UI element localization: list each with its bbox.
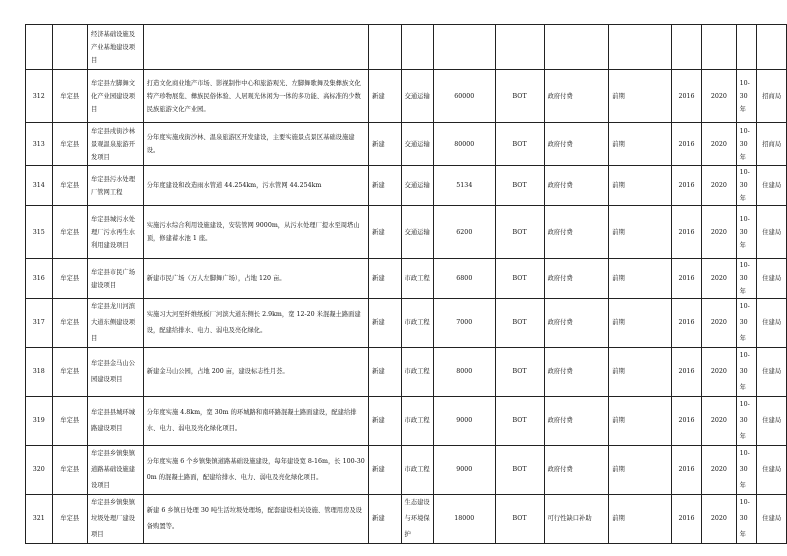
project-content-cell: 新建 6 乡镇日处理 30 吨生活垃圾处理场，配套建设相关设施、管理用房及设备购置等。 — [143, 495, 368, 544]
cooperation-period-cell: 10-30年 — [736, 397, 757, 446]
payment-mechanism-cell: 政府付费 — [544, 123, 609, 166]
project-name-cell: 牟定县金马山公园建设项目 — [87, 348, 143, 397]
county-cell: 牟定县 — [52, 259, 87, 299]
responsible-dept-cell: 招商局 — [757, 123, 787, 166]
responsible-dept-cell: 住建局 — [757, 206, 787, 259]
investment-cell: 60000 — [434, 70, 496, 123]
investment-cell: 5134 — [434, 166, 496, 206]
responsible-dept-cell: 招商局 — [757, 70, 787, 123]
table-row — [26, 206, 787, 259]
project-name-cell: 牟定县左脚舞文化产业园建设项目 — [87, 70, 143, 123]
project-number-cell: 317 — [26, 299, 53, 348]
end-year-cell: 2020 — [702, 166, 736, 206]
project-content-cell: 分年度实施戌街沙林、温泉旅游区开发建设，主要实施景点景区基础设施建设。 — [143, 123, 368, 166]
investment-cell: 7000 — [434, 299, 496, 348]
start-year-cell: 2016 — [671, 259, 701, 299]
cooperation-period-cell: 10-30年 — [736, 70, 757, 123]
county-cell: 牟定县 — [52, 495, 87, 544]
operation-mode-cell: BOT — [495, 397, 544, 446]
construction-type-cell: 新建 — [369, 259, 401, 299]
table-row — [26, 25, 787, 70]
end-year-cell: 2020 — [702, 206, 736, 259]
construction-type-cell: 新建 — [369, 446, 401, 495]
cooperation-period-cell: 10-30年 — [736, 299, 757, 348]
responsible-dept-cell: 住建局 — [757, 495, 787, 544]
table-row — [26, 70, 787, 123]
table-row — [26, 397, 787, 446]
investment-cell: 8000 — [434, 348, 496, 397]
construction-type-cell: 新建 — [369, 166, 401, 206]
project-number-cell: 319 — [26, 397, 53, 446]
project-name-cell: 牟定县乡镇集镇道路基础设施建设项目 — [87, 446, 143, 495]
start-year-cell: 2016 — [671, 166, 701, 206]
cooperation-period-cell: 10-30年 — [736, 206, 757, 259]
operation-mode-cell: BOT — [495, 70, 544, 123]
industry-cell: 市政工程 — [401, 348, 433, 397]
county-cell: 牟定县 — [52, 397, 87, 446]
end-year-cell: 2020 — [702, 259, 736, 299]
industry-cell: 交通运输 — [401, 123, 433, 166]
cooperation-period-cell: 10-30年 — [736, 166, 757, 206]
end-year-cell: 2020 — [702, 495, 736, 544]
county-cell — [52, 25, 87, 70]
operation-mode-cell: BOT — [495, 495, 544, 544]
start-year-cell: 2016 — [671, 348, 701, 397]
project-content-cell: 实施习大河至纤维纸板厂河滨大道东侧长 2.9km，宽 12-20 米混凝土路面建设，配建给排水、电力、弱电及亮化绿化。 — [143, 299, 368, 348]
payment-mechanism-cell: 政府付费 — [544, 166, 609, 206]
project-stage-cell: 前期 — [609, 446, 672, 495]
county-cell: 牟定县 — [52, 446, 87, 495]
project-name-cell: 牟定县乡镇集镇垃圾处理厂建设项目 — [87, 495, 143, 544]
table-row — [26, 446, 787, 495]
responsible-dept-cell: 住建局 — [757, 446, 787, 495]
industry-cell: 市政工程 — [401, 259, 433, 299]
construction-type-cell: 新建 — [369, 495, 401, 544]
construction-type-cell: 新建 — [369, 348, 401, 397]
payment-mechanism-cell: 政府付费 — [544, 299, 609, 348]
construction-type-cell: 新建 — [369, 123, 401, 166]
table-row — [26, 495, 787, 544]
project-number-cell: 314 — [26, 166, 53, 206]
investment-cell: 80000 — [434, 123, 496, 166]
project-content-cell: 实施污水综合利用设施建设，安装管网 9000m，从污水处理厂提水至周塔山顶，修建蓄水池 1 座。 — [143, 206, 368, 259]
construction-type-cell: 新建 — [369, 206, 401, 259]
project-stage-cell: 前期 — [609, 259, 672, 299]
start-year-cell — [671, 25, 701, 70]
county-cell: 牟定县 — [52, 166, 87, 206]
county-cell: 牟定县 — [52, 299, 87, 348]
cooperation-period-cell — [736, 25, 757, 70]
project-stage-cell: 前期 — [609, 70, 672, 123]
cooperation-period-cell: 10-30年 — [736, 348, 757, 397]
table-row — [26, 259, 787, 299]
investment-cell: 6800 — [434, 259, 496, 299]
start-year-cell: 2016 — [671, 397, 701, 446]
project-name-cell: 牟定县戌街沙林景观温泉旅游开发项目 — [87, 123, 143, 166]
investment-cell: 6200 — [434, 206, 496, 259]
project-content-cell: 分年度实施 6 个乡镇集镇道路基础设施建设，每年建设宽 8-16m，长 100-300m 的混凝土路面，配建给排水、电力、弱电及亮化绿化项目。 — [143, 446, 368, 495]
county-cell: 牟定县 — [52, 206, 87, 259]
project-number-cell: 312 — [26, 70, 53, 123]
operation-mode-cell: BOT — [495, 348, 544, 397]
project-stage-cell: 前期 — [609, 495, 672, 544]
table-row — [26, 348, 787, 397]
cooperation-period-cell: 10-30年 — [736, 259, 757, 299]
project-name-cell: 牟定县市民广场建设项目 — [87, 259, 143, 299]
payment-mechanism-cell: 政府付费 — [544, 206, 609, 259]
start-year-cell: 2016 — [671, 70, 701, 123]
start-year-cell: 2016 — [671, 446, 701, 495]
industry-cell: 市政工程 — [401, 446, 433, 495]
project-stage-cell: 前期 — [609, 348, 672, 397]
construction-type-cell: 新建 — [369, 397, 401, 446]
payment-mechanism-cell: 政府付费 — [544, 259, 609, 299]
cooperation-period-cell: 10-30年 — [736, 446, 757, 495]
industry-cell — [401, 25, 433, 70]
operation-mode-cell: BOT — [495, 259, 544, 299]
project-number-cell — [26, 25, 53, 70]
end-year-cell — [702, 25, 736, 70]
start-year-cell: 2016 — [671, 495, 701, 544]
project-name-cell: 牟定县污水处理厂管网工程 — [87, 166, 143, 206]
project-content-cell: 新建金马山公园，占地 200 亩，建设标志性月荟。 — [143, 348, 368, 397]
payment-mechanism-cell: 可行性缺口补助 — [544, 495, 609, 544]
end-year-cell: 2020 — [702, 397, 736, 446]
project-stage-cell: 前期 — [609, 166, 672, 206]
project-stage-cell: 前期 — [609, 123, 672, 166]
project-number-cell: 318 — [26, 348, 53, 397]
investment-cell: 18000 — [434, 495, 496, 544]
project-stage-cell: 前期 — [609, 299, 672, 348]
project-stage-cell: 前期 — [609, 206, 672, 259]
investment-cell: 9000 — [434, 446, 496, 495]
project-content-cell: 分年度实施 4.8km，宽 30m 的环城路和南环路混凝土路面建设，配建给排水、电力、弱电及亮化绿化项目。 — [143, 397, 368, 446]
table-row — [26, 166, 787, 206]
start-year-cell: 2016 — [671, 299, 701, 348]
end-year-cell: 2020 — [702, 70, 736, 123]
responsible-dept-cell: 住建局 — [757, 348, 787, 397]
operation-mode-cell: BOT — [495, 166, 544, 206]
project-name-cell: 经济基础设施及产业基地建设项目 — [87, 25, 143, 70]
construction-type-cell: 新建 — [369, 70, 401, 123]
responsible-dept-cell: 住建局 — [757, 166, 787, 206]
industry-cell: 生态建设与环境保护 — [401, 495, 433, 544]
responsible-dept-cell — [757, 25, 787, 70]
end-year-cell: 2020 — [702, 299, 736, 348]
investment-cell: 9000 — [434, 397, 496, 446]
project-name-cell: 牟定县龙川河滨大道东侧建设项目 — [87, 299, 143, 348]
project-number-cell: 320 — [26, 446, 53, 495]
investment-cell — [434, 25, 496, 70]
industry-cell: 交通运输 — [401, 166, 433, 206]
county-cell: 牟定县 — [52, 348, 87, 397]
end-year-cell: 2020 — [702, 348, 736, 397]
project-number-cell: 313 — [26, 123, 53, 166]
operation-mode-cell: BOT — [495, 446, 544, 495]
responsible-dept-cell: 住建局 — [757, 299, 787, 348]
project-stage-cell: 前期 — [609, 397, 672, 446]
start-year-cell: 2016 — [671, 123, 701, 166]
industry-cell: 交通运输 — [401, 70, 433, 123]
project-stage-cell — [609, 25, 672, 70]
project-content-cell: 打造文化商业地产市场、影视制作中心和旅游观光、左脚舞歌舞及集彝族文化特产珍物展览、彝族民俗体验、人居观光休闲为一体的多功能、高标准的少数民族旅游文化产业园。 — [143, 70, 368, 123]
project-content-cell: 分年度建设和改造雨水管道 44.254km，污水管网 44.254km — [143, 166, 368, 206]
start-year-cell: 2016 — [671, 206, 701, 259]
table-row — [26, 299, 787, 348]
project-number-cell: 315 — [26, 206, 53, 259]
county-cell: 牟定县 — [52, 123, 87, 166]
project-content-cell — [143, 25, 368, 70]
construction-type-cell — [369, 25, 401, 70]
project-name-cell: 牟定县城污水处理厂污水再生水利用建设项目 — [87, 206, 143, 259]
payment-mechanism-cell: 政府付费 — [544, 348, 609, 397]
operation-mode-cell: BOT — [495, 123, 544, 166]
responsible-dept-cell: 住建局 — [757, 259, 787, 299]
county-cell: 牟定县 — [52, 70, 87, 123]
project-name-cell: 牟定县县城环城路建设项目 — [87, 397, 143, 446]
project-number-cell: 316 — [26, 259, 53, 299]
project-table-lower — [25, 298, 787, 544]
responsible-dept-cell: 住建局 — [757, 397, 787, 446]
cooperation-period-cell: 10-30年 — [736, 123, 757, 166]
project-table-upper — [25, 24, 787, 299]
operation-mode-cell — [495, 25, 544, 70]
payment-mechanism-cell: 政府付费 — [544, 70, 609, 123]
payment-mechanism-cell: 政府付费 — [544, 446, 609, 495]
construction-type-cell: 新建 — [369, 299, 401, 348]
end-year-cell: 2020 — [702, 446, 736, 495]
industry-cell: 交通运输 — [401, 206, 433, 259]
payment-mechanism-cell: 政府付费 — [544, 397, 609, 446]
project-content-cell: 新建市民广场（万人左脚舞广场），占地 120 亩。 — [143, 259, 368, 299]
industry-cell: 市政工程 — [401, 299, 433, 348]
table-row — [26, 123, 787, 166]
operation-mode-cell: BOT — [495, 206, 544, 259]
operation-mode-cell: BOT — [495, 299, 544, 348]
cooperation-period-cell: 10-30年 — [736, 495, 757, 544]
industry-cell: 市政工程 — [401, 397, 433, 446]
project-number-cell: 321 — [26, 495, 53, 544]
end-year-cell: 2020 — [702, 123, 736, 166]
payment-mechanism-cell — [544, 25, 609, 70]
